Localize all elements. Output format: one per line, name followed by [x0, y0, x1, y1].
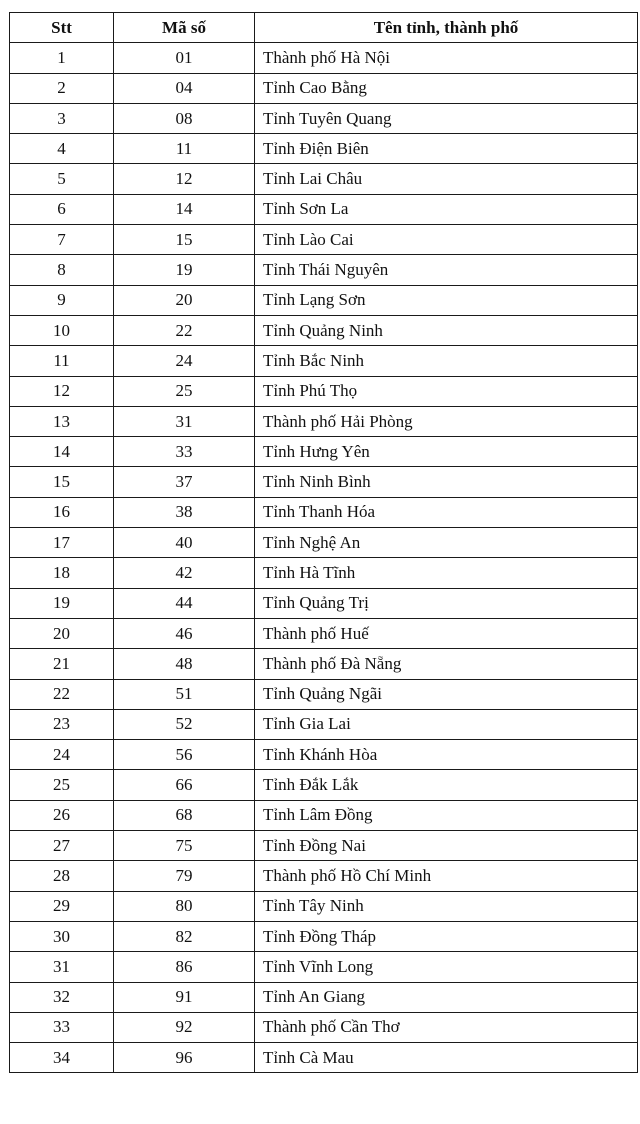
row-name-cell: Tỉnh Đắk Lắk [255, 770, 638, 800]
row-code-cell: 75 [114, 831, 255, 861]
row-name-cell: Tỉnh Ninh Bình [255, 467, 638, 497]
row-code-cell: 42 [114, 558, 255, 588]
table-header [10, 13, 638, 43]
row-stt-cell: 23 [10, 709, 114, 739]
row-code-cell: 19 [114, 255, 255, 285]
table-row [10, 1043, 638, 1073]
table-row [10, 315, 638, 345]
row-code-cell: 86 [114, 952, 255, 982]
row-stt-cell: 5 [10, 164, 114, 194]
row-name-cell: Tỉnh Hà Tĩnh [255, 558, 638, 588]
header-row [10, 13, 638, 43]
table-row [10, 103, 638, 133]
table-row [10, 618, 638, 648]
row-stt-cell: 15 [10, 467, 114, 497]
row-name-cell: Tỉnh Quảng Ninh [255, 315, 638, 345]
row-name-cell: Tỉnh Vĩnh Long [255, 952, 638, 982]
row-name-cell: Tỉnh Đồng Nai [255, 831, 638, 861]
table-row [10, 921, 638, 951]
row-name-cell: Tỉnh Thanh Hóa [255, 497, 638, 527]
row-stt-cell: 2 [10, 73, 114, 103]
row-code-cell: 68 [114, 800, 255, 830]
table-row [10, 406, 638, 436]
row-name-cell: Tỉnh Thái Nguyên [255, 255, 638, 285]
row-name-cell: Tỉnh Điện Biên [255, 134, 638, 164]
row-name-cell: Thành phố Đà Nẵng [255, 649, 638, 679]
table-row [10, 43, 638, 73]
row-code-cell: 40 [114, 528, 255, 558]
table-row [10, 497, 638, 527]
row-code-cell: 11 [114, 134, 255, 164]
row-name-cell: Tỉnh Bắc Ninh [255, 346, 638, 376]
row-stt-cell: 25 [10, 770, 114, 800]
header-code: Mã số [114, 13, 255, 43]
table-row [10, 770, 638, 800]
row-name-cell: Tỉnh Hưng Yên [255, 437, 638, 467]
row-name-cell: Thành phố Hải Phòng [255, 406, 638, 436]
row-code-cell: 44 [114, 588, 255, 618]
row-code-cell: 91 [114, 982, 255, 1012]
table-row [10, 558, 638, 588]
row-name-cell: Thành phố Huế [255, 618, 638, 648]
row-stt-cell: 32 [10, 982, 114, 1012]
table-row [10, 255, 638, 285]
row-code-cell: 14 [114, 194, 255, 224]
row-name-cell: Tỉnh Đồng Tháp [255, 921, 638, 951]
header-name: Tên tỉnh, thành phố [255, 13, 638, 43]
table-row [10, 649, 638, 679]
row-stt-cell: 19 [10, 588, 114, 618]
row-stt-cell: 26 [10, 800, 114, 830]
row-name-cell: Tỉnh Lào Cai [255, 225, 638, 255]
row-code-cell: 38 [114, 497, 255, 527]
row-code-cell: 82 [114, 921, 255, 951]
row-name-cell: Tỉnh Tây Ninh [255, 891, 638, 921]
table-row [10, 709, 638, 739]
row-stt-cell: 28 [10, 861, 114, 891]
row-code-cell: 22 [114, 315, 255, 345]
row-stt-cell: 34 [10, 1043, 114, 1073]
row-name-cell: Tỉnh Lai Châu [255, 164, 638, 194]
row-name-cell: Tỉnh Cà Mau [255, 1043, 638, 1073]
row-stt-cell: 30 [10, 921, 114, 951]
row-stt-cell: 33 [10, 1012, 114, 1042]
table-row [10, 134, 638, 164]
table-row [10, 800, 638, 830]
row-code-cell: 33 [114, 437, 255, 467]
table-row [10, 740, 638, 770]
row-stt-cell: 9 [10, 285, 114, 315]
province-code-table [9, 12, 638, 1073]
row-code-cell: 56 [114, 740, 255, 770]
row-code-cell: 25 [114, 376, 255, 406]
row-code-cell: 12 [114, 164, 255, 194]
row-stt-cell: 10 [10, 315, 114, 345]
table-row [10, 831, 638, 861]
row-code-cell: 92 [114, 1012, 255, 1042]
row-code-cell: 04 [114, 73, 255, 103]
row-stt-cell: 21 [10, 649, 114, 679]
row-code-cell: 20 [114, 285, 255, 315]
row-name-cell: Tỉnh Sơn La [255, 194, 638, 224]
row-code-cell: 52 [114, 709, 255, 739]
row-code-cell: 01 [114, 43, 255, 73]
row-name-cell: Tỉnh Khánh Hòa [255, 740, 638, 770]
table-row [10, 982, 638, 1012]
row-stt-cell: 24 [10, 740, 114, 770]
table-row [10, 1012, 638, 1042]
table-row [10, 467, 638, 497]
row-stt-cell: 16 [10, 497, 114, 527]
row-stt-cell: 7 [10, 225, 114, 255]
row-stt-cell: 11 [10, 346, 114, 376]
row-stt-cell: 14 [10, 437, 114, 467]
row-code-cell: 46 [114, 618, 255, 648]
row-stt-cell: 4 [10, 134, 114, 164]
row-code-cell: 37 [114, 467, 255, 497]
table-row [10, 679, 638, 709]
row-stt-cell: 20 [10, 618, 114, 648]
row-name-cell: Tỉnh Quảng Ngãi [255, 679, 638, 709]
table-row [10, 73, 638, 103]
row-name-cell: Tỉnh Tuyên Quang [255, 103, 638, 133]
row-code-cell: 15 [114, 225, 255, 255]
row-stt-cell: 22 [10, 679, 114, 709]
row-stt-cell: 29 [10, 891, 114, 921]
row-stt-cell: 3 [10, 103, 114, 133]
table-row [10, 952, 638, 982]
table-body [10, 43, 638, 1073]
row-code-cell: 08 [114, 103, 255, 133]
row-name-cell: Tỉnh Lạng Sơn [255, 285, 638, 315]
table-row [10, 861, 638, 891]
row-stt-cell: 17 [10, 528, 114, 558]
row-stt-cell: 18 [10, 558, 114, 588]
row-code-cell: 48 [114, 649, 255, 679]
row-stt-cell: 8 [10, 255, 114, 285]
row-name-cell: Tỉnh Gia Lai [255, 709, 638, 739]
table-row [10, 891, 638, 921]
table-row [10, 164, 638, 194]
row-code-cell: 24 [114, 346, 255, 376]
row-stt-cell: 12 [10, 376, 114, 406]
row-code-cell: 79 [114, 861, 255, 891]
row-code-cell: 96 [114, 1043, 255, 1073]
row-stt-cell: 1 [10, 43, 114, 73]
table-row [10, 285, 638, 315]
row-name-cell: Tỉnh Lâm Đồng [255, 800, 638, 830]
row-stt-cell: 31 [10, 952, 114, 982]
row-code-cell: 66 [114, 770, 255, 800]
table-row [10, 225, 638, 255]
row-stt-cell: 13 [10, 406, 114, 436]
row-name-cell: Thành phố Cần Thơ [255, 1012, 638, 1042]
row-name-cell: Tỉnh Phú Thọ [255, 376, 638, 406]
row-name-cell: Tỉnh An Giang [255, 982, 638, 1012]
table-row [10, 588, 638, 618]
row-name-cell: Thành phố Hà Nội [255, 43, 638, 73]
row-name-cell: Thành phố Hồ Chí Minh [255, 861, 638, 891]
table-row [10, 346, 638, 376]
row-code-cell: 51 [114, 679, 255, 709]
row-stt-cell: 6 [10, 194, 114, 224]
table-row [10, 437, 638, 467]
row-code-cell: 31 [114, 406, 255, 436]
row-name-cell: Tỉnh Cao Bằng [255, 73, 638, 103]
table-row [10, 194, 638, 224]
header-stt: Stt [10, 13, 114, 43]
table-row [10, 376, 638, 406]
row-code-cell: 80 [114, 891, 255, 921]
table-row [10, 528, 638, 558]
row-name-cell: Tỉnh Quảng Trị [255, 588, 638, 618]
row-stt-cell: 27 [10, 831, 114, 861]
row-name-cell: Tỉnh Nghệ An [255, 528, 638, 558]
